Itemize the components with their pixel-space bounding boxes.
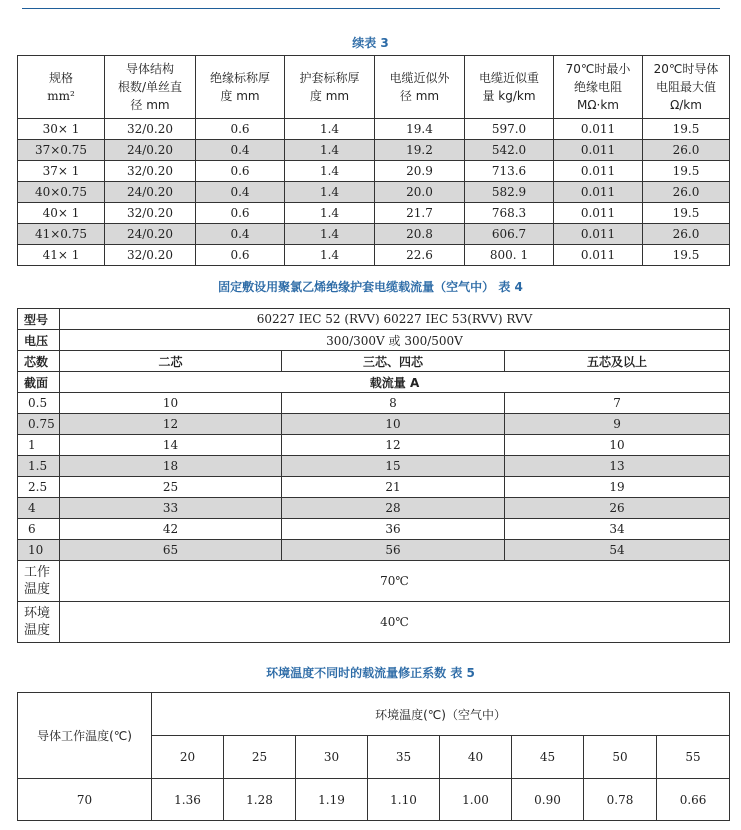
current-cell: 14 [60,435,282,456]
table3-caption: 续表 3 [352,36,389,50]
table-cell: 41×0.75 [18,224,105,245]
section-label: 截面 [18,372,60,393]
header-weight: 电缆近似重 量 kg/km [465,56,554,119]
table-cell: 582.9 [465,182,554,203]
current-cell: 7 [505,393,730,414]
top-divider-line [22,8,720,9]
table-cell: 1.4 [285,140,375,161]
table-cell: 19.4 [375,119,465,140]
table-cell: 19.5 [643,161,730,182]
table-cell: 20.9 [375,161,465,182]
table-cell: 768.3 [465,203,554,224]
table-row [18,540,730,561]
table5-header-row [18,693,730,736]
table-row [18,245,730,266]
section-size-cell: 10 [18,540,60,561]
table-cell: 37×0.75 [18,140,105,161]
current-capacity-table [17,308,730,643]
model-row [18,309,730,330]
table-cell: 19.5 [643,119,730,140]
current-cell: 21 [282,477,505,498]
section-size-cell: 0.5 [18,393,60,414]
table-row [18,456,730,477]
current-cell: 10 [282,414,505,435]
cable-spec-table [17,55,730,266]
section-size-cell: 1 [18,435,60,456]
header-diameter: 电缆近似外 径 mm [375,56,465,119]
ambient-temp-label: 环境 温度 [18,602,60,643]
table-row [18,203,730,224]
ambient-temp-header: 环境温度(℃)（空气中） [152,693,730,736]
current-cell: 36 [282,519,505,540]
table-cell: 0.6 [196,161,285,182]
table-cell: 32/0.20 [105,245,196,266]
header-sheath: 护套标称厚 度 mm [285,56,375,119]
voltage-row [18,330,730,351]
cores-label: 芯数 [18,351,60,372]
table3-header-row [18,56,730,119]
ambient-temp-value: 40℃ [60,602,730,643]
table-cell: 1.4 [285,161,375,182]
current-cell: 15 [282,456,505,477]
table-cell: 800. 1 [465,245,554,266]
ambient-temp-cell: 40 [440,736,512,779]
table-cell: 37× 1 [18,161,105,182]
table-cell: 26.0 [643,182,730,203]
table-cell: 0.6 [196,245,285,266]
table-cell: 24/0.20 [105,140,196,161]
table-cell: 1.4 [285,245,375,266]
table-cell: 1.4 [285,224,375,245]
correction-factor-cell: 0.66 [657,779,730,821]
table-cell: 30× 1 [18,119,105,140]
current-cell: 56 [282,540,505,561]
table-cell: 542.0 [465,140,554,161]
table-cell: 24/0.20 [105,224,196,245]
table-row [18,477,730,498]
ambient-temp-cell: 20 [152,736,224,779]
table-row [18,393,730,414]
table-cell: 21.7 [375,203,465,224]
current-cell: 18 [60,456,282,477]
table-cell: 713.6 [465,161,554,182]
section-row [18,372,730,393]
ambient-temp-row [18,602,730,643]
model-value: 60227 IEC 52 (RVV) 60227 IEC 53(RVV) RVV [60,309,730,330]
current-cell: 25 [60,477,282,498]
table-cell: 32/0.20 [105,203,196,224]
table-cell: 0.011 [554,245,643,266]
ambient-temp-cell: 30 [296,736,368,779]
table-cell: 0.011 [554,203,643,224]
header-insulation-resistance: 70℃时最小 绝缘电阻 MΩ·km [554,56,643,119]
table-cell: 0.011 [554,140,643,161]
table-row [18,435,730,456]
table-cell: 0.011 [554,182,643,203]
current-label: 载流量 A [60,372,730,393]
current-cell: 34 [505,519,730,540]
cores-row [18,351,730,372]
table-cell: 40× 1 [18,203,105,224]
section-size-cell: 2.5 [18,477,60,498]
table-cell: 22.6 [375,245,465,266]
correction-factor-cell: 1.00 [440,779,512,821]
ambient-temp-cell: 35 [368,736,440,779]
table-cell: 19.5 [643,245,730,266]
section-size-cell: 0.75 [18,414,60,435]
table-cell: 0.4 [196,224,285,245]
correction-factor-cell: 1.36 [152,779,224,821]
model-label: 型号 [18,309,60,330]
correction-factor-cell: 1.28 [224,779,296,821]
table-row [18,498,730,519]
work-temp-label: 工作 温度 [18,561,60,602]
ambient-temp-cell: 55 [657,736,730,779]
table-cell: 24/0.20 [105,182,196,203]
ambient-temp-cell: 45 [512,736,584,779]
ambient-temp-cell: 25 [224,736,296,779]
table-cell: 1.4 [285,182,375,203]
table-cell: 41× 1 [18,245,105,266]
table-cell: 597.0 [465,119,554,140]
header-conductor-resistance: 20℃时导体 电阻最大值 Ω/km [643,56,730,119]
current-cell: 26 [505,498,730,519]
conductor-temp-value: 70 [18,779,152,821]
table-cell: 19.2 [375,140,465,161]
correction-factor-table [17,692,730,821]
current-cell: 12 [282,435,505,456]
table-row [18,140,730,161]
work-temp-value: 70℃ [60,561,730,602]
table-cell: 26.0 [643,224,730,245]
current-cell: 10 [60,393,282,414]
section-size-cell: 6 [18,519,60,540]
current-cell: 54 [505,540,730,561]
current-cell: 9 [505,414,730,435]
correction-factor-cell: 0.78 [584,779,657,821]
section-size-cell: 1.5 [18,456,60,477]
table-cell: 0.011 [554,161,643,182]
table-cell: 0.6 [196,119,285,140]
current-cell: 13 [505,456,730,477]
table-cell: 20.0 [375,182,465,203]
table5-caption: 环境温度不同时的载流量修正系数 表 5 [266,666,475,680]
table-cell: 40×0.75 [18,182,105,203]
table-cell: 1.4 [285,203,375,224]
table-cell: 19.5 [643,203,730,224]
table-cell: 0.011 [554,224,643,245]
voltage-value: 300/300V 或 300/500V [60,330,730,351]
table-cell: 32/0.20 [105,161,196,182]
table-row [18,224,730,245]
table-cell: 0.011 [554,119,643,140]
header-insulation: 绝缘标称厚 度 mm [196,56,285,119]
current-cell: 28 [282,498,505,519]
cores-two: 二芯 [60,351,282,372]
current-cell: 8 [282,393,505,414]
table-cell: 1.4 [285,119,375,140]
table5-values-row [18,779,730,821]
section-size-cell: 4 [18,498,60,519]
conductor-temp-header: 导体工作温度(℃) [18,693,152,779]
current-cell: 10 [505,435,730,456]
table-row [18,182,730,203]
table-row [18,414,730,435]
current-cell: 65 [60,540,282,561]
ambient-temp-cell: 50 [584,736,657,779]
cores-five-plus: 五芯及以上 [505,351,730,372]
header-conductor: 导体结构 根数/单丝直 径 mm [105,56,196,119]
table-cell: 20.8 [375,224,465,245]
current-cell: 19 [505,477,730,498]
current-cell: 42 [60,519,282,540]
table-cell: 0.4 [196,182,285,203]
table-cell: 606.7 [465,224,554,245]
table-cell: 0.6 [196,203,285,224]
header-spec: 规格 mm² [18,56,105,119]
correction-factor-cell: 1.19 [296,779,368,821]
voltage-label: 电压 [18,330,60,351]
table-row [18,161,730,182]
work-temp-row [18,561,730,602]
table-cell: 32/0.20 [105,119,196,140]
table-cell: 0.4 [196,140,285,161]
correction-factor-cell: 1.10 [368,779,440,821]
table-row [18,519,730,540]
table-row [18,119,730,140]
cores-three-four: 三芯、四芯 [282,351,505,372]
current-cell: 33 [60,498,282,519]
table4-caption: 固定敷设用聚氯乙烯绝缘护套电缆载流量（空气中） 表 4 [218,280,523,294]
table-cell: 26.0 [643,140,730,161]
current-cell: 12 [60,414,282,435]
correction-factor-cell: 0.90 [512,779,584,821]
